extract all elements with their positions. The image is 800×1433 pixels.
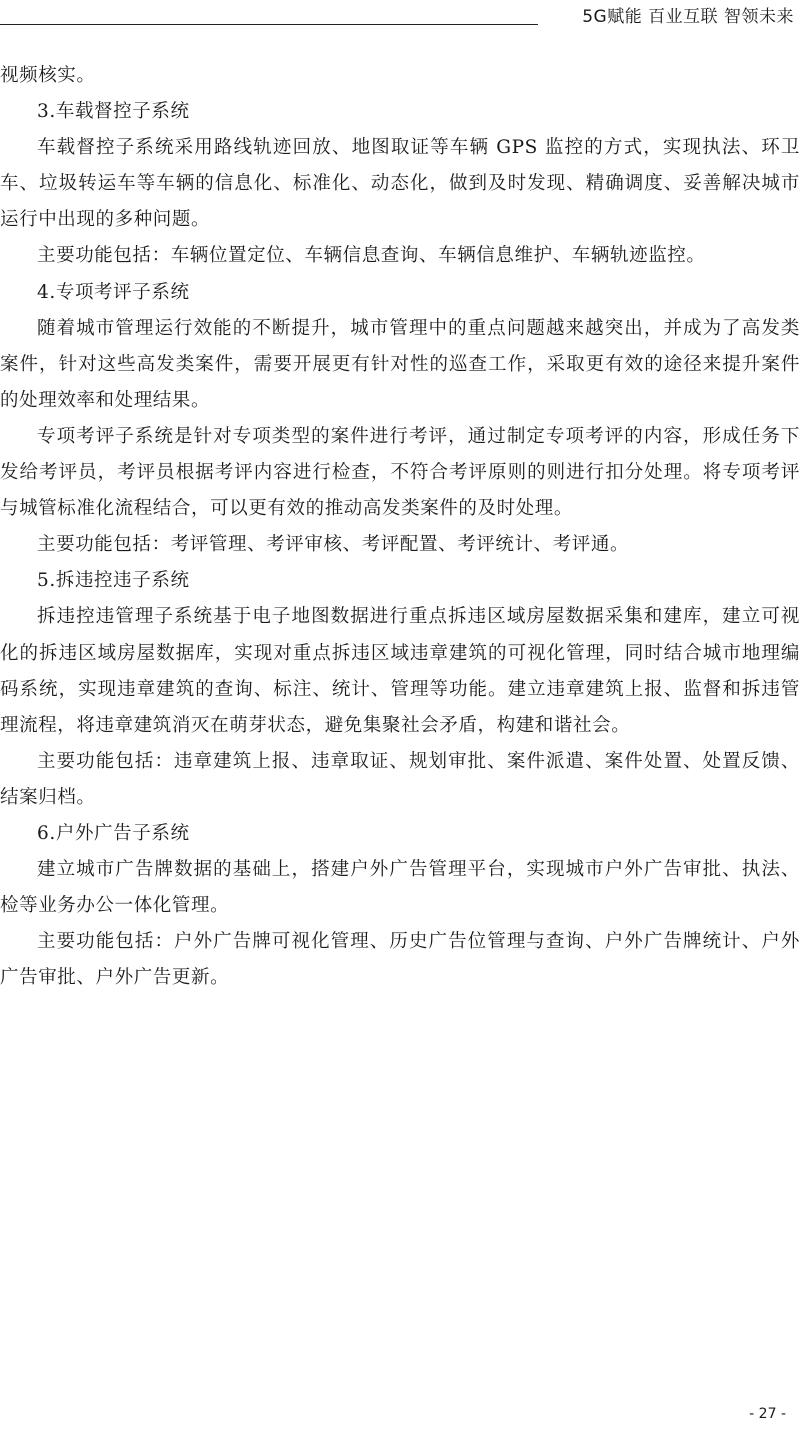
page-number: - 27 - <box>749 1406 786 1422</box>
paragraph-vehicle-intro: 车载督控子系统采用路线轨迹回放、地图取证等车辆 GPS 监控的方式，实现执法、环卫车、垃圾转运车等车辆的信息化、标准化、动态化，做到及时发现、精确调度、妥善解决城市运行中出现的多种问题。 <box>0 137 800 231</box>
paragraph-vehicle-functions: 主要功能包括：车辆位置定位、车辆信息查询、车辆信息维护、车辆轨迹监控。 <box>37 245 706 267</box>
header-rule <box>0 24 538 25</box>
paragraph-ads-intro: 建立城市广告牌数据的基础上，搭建户外广告管理平台，实现城市户外广告审批、执法、检等业务办公一体化管理。 <box>0 859 800 917</box>
section-heading-3: 3.车载督控子系统 <box>37 101 190 123</box>
paragraph-demolition-intro: 拆违控违管理子系统基于电子地图数据进行重点拆违区域房屋数据采集和建库，建立可视化的拆违区域房屋数据库，实现对重点拆违区域违章建筑的可视化管理，同时结合城市地理编码系统，实现违章建筑的查询、标注、统计、管理等功能。建立违章建筑上报、监督和拆违管理流程，将违章建筑消灭在萌芽状态，避免集聚社会矛盾，构建和谐社会。 <box>0 606 800 736</box>
paragraph-assessment-background: 随着城市管理运行效能的不断提升，城市管理中的重点问题越来越突出，并成为了高发类案件，针对这些高发类案件，需要开展更有针对性的巡查工作，采取更有效的途径来提升案件的处理效率和处理结果。 <box>0 317 800 411</box>
paragraph-ads-functions: 主要功能包括：户外广告牌可视化管理、历史广告位管理与查询、户外广告牌统计、户外广告审批、户外广告更新。 <box>0 931 800 989</box>
header-title: 5G赋能 百业互联 智领未来 <box>582 7 794 27</box>
section-heading-6: 6.户外广告子系统 <box>37 822 190 844</box>
paragraph-assessment-intro: 专项考评子系统是针对专项类型的案件进行考评，通过制定专项考评的内容，形成任务下发给考评员，考评员根据考评内容进行检查，不符合考评原则的则进行扣分处理。将专项考评与城管标准化流程结合，可以更有效的推动高发类案件的及时处理。 <box>0 425 800 520</box>
section-heading-4: 4.专项考评子系统 <box>37 281 190 303</box>
document-body <box>0 58 800 996</box>
page-header <box>0 0 800 28</box>
paragraph-continuation: 视频核实。 <box>0 65 96 86</box>
section-heading-5: 5.拆违控违子系统 <box>37 570 190 592</box>
paragraph-assessment-functions: 主要功能包括：考评管理、考评审核、考评配置、考评统计、考评通。 <box>37 534 630 556</box>
paragraph-demolition-functions: 主要功能包括：违章建筑上报、违章取证、规划审批、案件派遣、案件处置、处置反馈、结案归档。 <box>0 750 800 808</box>
